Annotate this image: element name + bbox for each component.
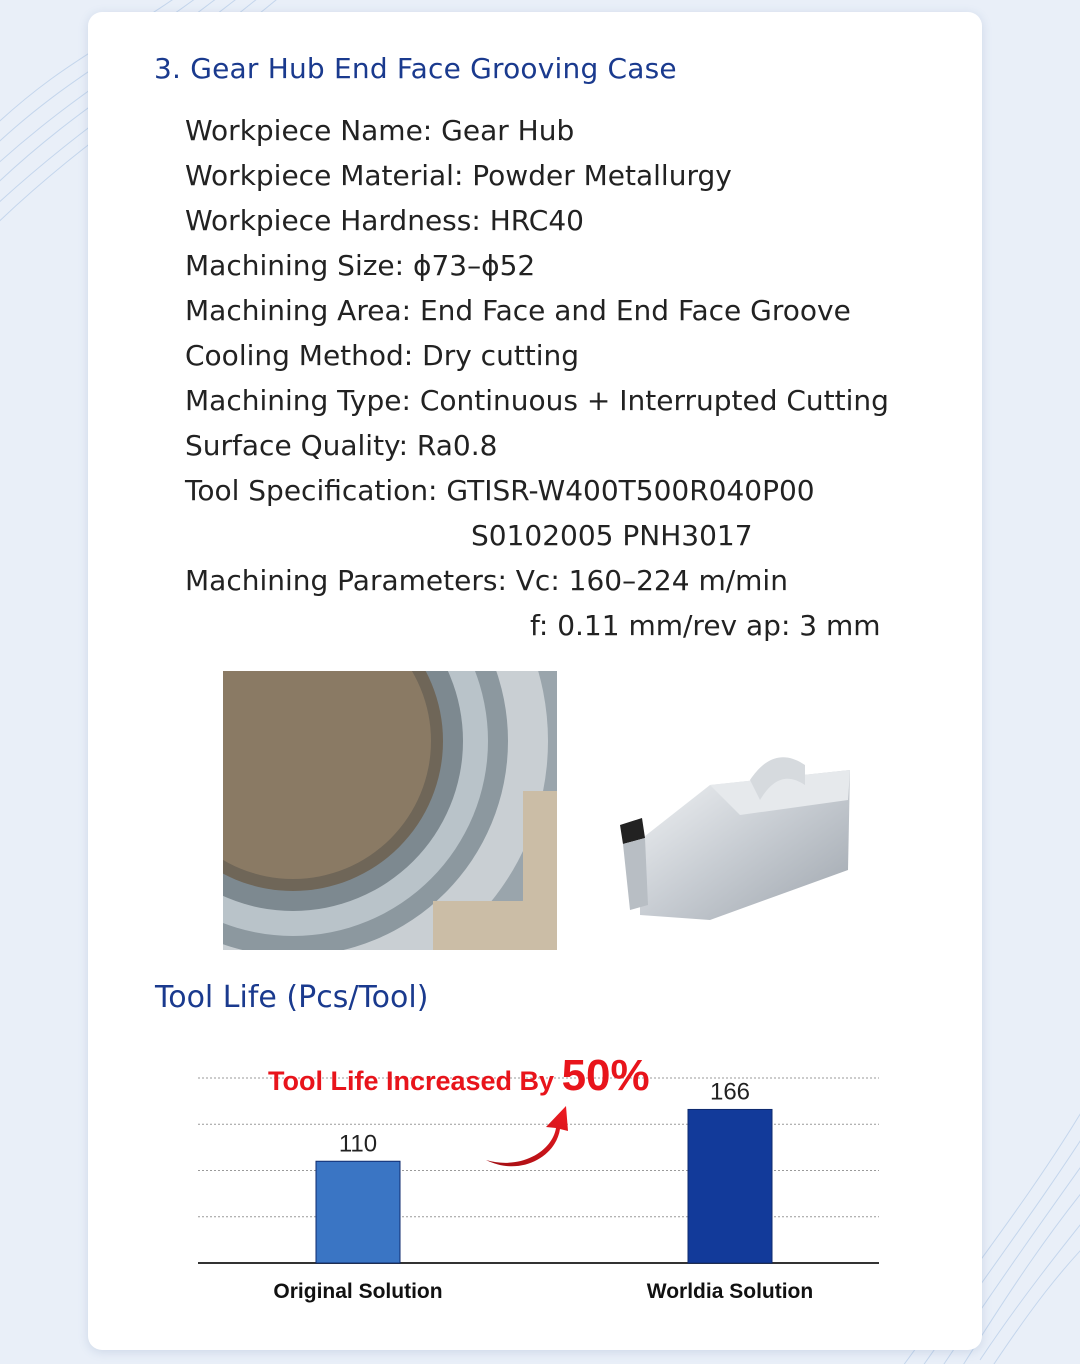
spec-tool-specification-cont: S0102005 PNH3017 <box>471 519 753 552</box>
category-label: Original Solution <box>273 1280 443 1303</box>
annotation-main: Tool Life Increased By <box>268 1066 562 1096</box>
section-title: 3. Gear Hub End Face Grooving Case <box>154 52 677 85</box>
spec-machining-parameters-cont: f: 0.11 mm/rev ap: 3 mm <box>530 609 881 642</box>
category-label: Worldia Solution <box>646 1280 814 1303</box>
spec-machining-parameters: Machining Parameters: Vc: 160–224 m/min <box>185 564 788 597</box>
grooving-insert-photo <box>600 740 860 950</box>
chart-title: Tool Life (Pcs/Tool) <box>155 980 429 1015</box>
spec-surface-quality: Surface Quality: Ra0.8 <box>185 429 498 462</box>
spec-workpiece-name: Workpiece Name: Gear Hub <box>185 114 575 147</box>
spec-machining-type: Machining Type: Continuous + Interrupted Cutting <box>185 384 889 417</box>
spec-machining-area: Machining Area: End Face and End Face Groove <box>185 294 851 327</box>
spec-machining-size: Machining Size: ϕ73–ϕ52 <box>185 249 536 282</box>
spec-workpiece-hardness: Workpiece Hardness: HRC40 <box>185 204 584 237</box>
gear-hub-photo <box>223 671 557 950</box>
annotation-highlight: 50% <box>561 1051 650 1100</box>
spec-tool-specification: Tool Specification: GTISR-W400T500R040P00 <box>185 474 815 507</box>
spec-cooling-method: Cooling Method: Dry cutting <box>185 339 580 372</box>
spec-workpiece-material: Workpiece Material: Powder Metallurgy <box>185 159 732 192</box>
bar-value-label: 110 <box>338 1130 378 1158</box>
bar-value-label: 166 <box>709 1078 751 1106</box>
